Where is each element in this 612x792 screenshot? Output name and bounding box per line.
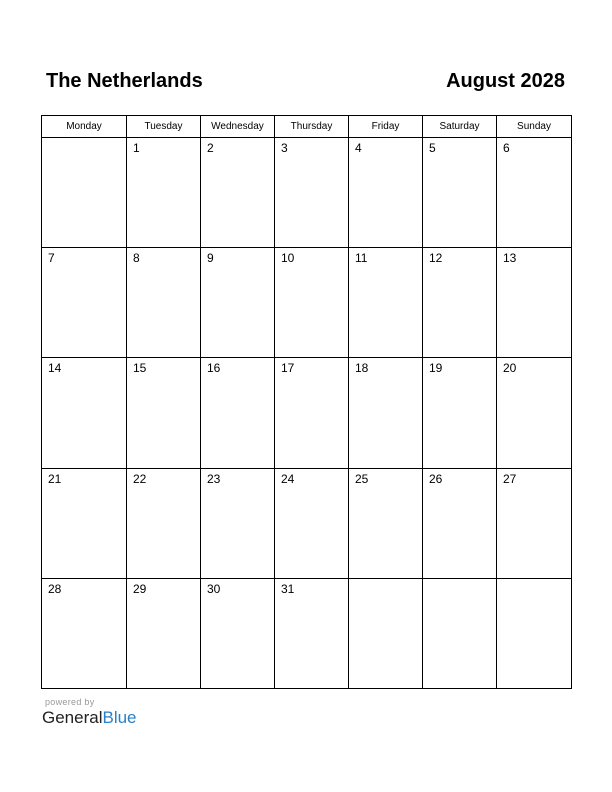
day-number: 1 — [133, 141, 140, 155]
calendar-day-cell — [275, 138, 349, 248]
day-number: 2 — [207, 141, 214, 155]
calendar-day-cell — [42, 138, 127, 248]
calendar-day-cell — [275, 358, 349, 468]
calendar-week-row — [42, 358, 572, 468]
calendar-day-cell — [201, 468, 275, 578]
weekday-thursday: Thursday — [275, 116, 349, 138]
day-number: 3 — [281, 141, 288, 155]
calendar-week-row — [42, 138, 572, 248]
calendar-country-title: The Netherlands — [46, 70, 203, 92]
day-number: 29 — [133, 581, 147, 596]
weekday-friday: Friday — [349, 116, 423, 138]
calendar-day-cell — [42, 248, 127, 358]
weekday-header-row — [42, 116, 572, 138]
calendar-grid — [41, 115, 572, 689]
calendar-day-cell — [275, 248, 349, 358]
calendar-day-cell — [275, 578, 349, 688]
generalblue-logo — [42, 708, 137, 728]
calendar-day-cell — [497, 578, 572, 688]
calendar-month-title: August 2028 — [446, 70, 565, 92]
day-number: 16 — [207, 361, 221, 376]
day-number: 26 — [429, 471, 443, 486]
day-number: 17 — [281, 361, 295, 376]
day-number: 23 — [207, 471, 221, 486]
calendar-day-cell — [127, 248, 201, 358]
calendar-day-cell — [42, 468, 127, 578]
weekday-monday: Monday — [42, 116, 127, 138]
day-number: 20 — [503, 361, 517, 376]
weekday-sunday: Sunday — [497, 116, 572, 138]
day-number: 15 — [133, 361, 147, 376]
day-number: 7 — [48, 251, 55, 266]
calendar-day-cell — [201, 358, 275, 468]
day-number: 4 — [355, 141, 362, 155]
day-number: 31 — [281, 581, 295, 596]
calendar-day-cell — [423, 138, 497, 248]
calendar-day-cell — [127, 138, 201, 248]
day-number: 10 — [281, 251, 295, 266]
day-number: 19 — [429, 361, 443, 376]
day-number: 24 — [281, 471, 295, 486]
powered-by-label: powered by — [45, 697, 95, 707]
day-number: 28 — [48, 581, 62, 596]
day-number: 11 — [355, 251, 368, 266]
weekday-wednesday: Wednesday — [201, 116, 275, 138]
calendar-day-cell — [42, 358, 127, 468]
day-number: 25 — [355, 471, 369, 486]
calendar-day-cell — [201, 248, 275, 358]
day-number: 5 — [429, 141, 436, 155]
calendar-day-cell — [127, 468, 201, 578]
day-number: 8 — [133, 251, 140, 266]
weekday-saturday: Saturday — [423, 116, 497, 138]
calendar-day-cell — [423, 358, 497, 468]
calendar-week-row — [42, 468, 572, 578]
calendar-day-cell — [349, 468, 423, 578]
day-number: 9 — [207, 251, 214, 266]
brand-blue-text: Blue — [102, 708, 137, 727]
weekday-tuesday: Tuesday — [127, 116, 201, 138]
day-number — [497, 579, 571, 582]
day-number — [349, 579, 422, 582]
day-number: 21 — [48, 471, 62, 486]
calendar-day-cell — [201, 578, 275, 688]
day-number: 14 — [48, 361, 62, 376]
calendar-day-cell — [275, 468, 349, 578]
calendar-day-cell — [497, 138, 572, 248]
calendar-day-cell — [497, 468, 572, 578]
day-number — [423, 579, 496, 582]
day-number: 6 — [503, 141, 510, 155]
calendar-day-cell — [497, 358, 572, 468]
day-number: 22 — [133, 471, 147, 486]
calendar-week-row — [42, 578, 572, 688]
calendar-week-row — [42, 248, 572, 358]
calendar-day-cell — [201, 138, 275, 248]
calendar-day-cell — [349, 138, 423, 248]
calendar-day-cell — [349, 248, 423, 358]
calendar-day-cell — [423, 468, 497, 578]
day-number: 12 — [429, 251, 443, 266]
day-number: 13 — [503, 251, 517, 266]
day-number — [42, 138, 126, 141]
calendar-day-cell — [423, 578, 497, 688]
day-number: 30 — [207, 581, 221, 596]
day-number: 27 — [503, 471, 517, 486]
calendar-day-cell — [349, 358, 423, 468]
footer-branding — [42, 697, 137, 728]
day-number: 18 — [355, 361, 369, 376]
brand-general-text: General — [42, 708, 103, 727]
calendar-day-cell — [127, 358, 201, 468]
calendar-day-cell — [423, 248, 497, 358]
calendar-day-cell — [497, 248, 572, 358]
calendar-day-cell — [349, 578, 423, 688]
calendar-day-cell — [42, 578, 127, 688]
calendar-day-cell — [127, 578, 201, 688]
